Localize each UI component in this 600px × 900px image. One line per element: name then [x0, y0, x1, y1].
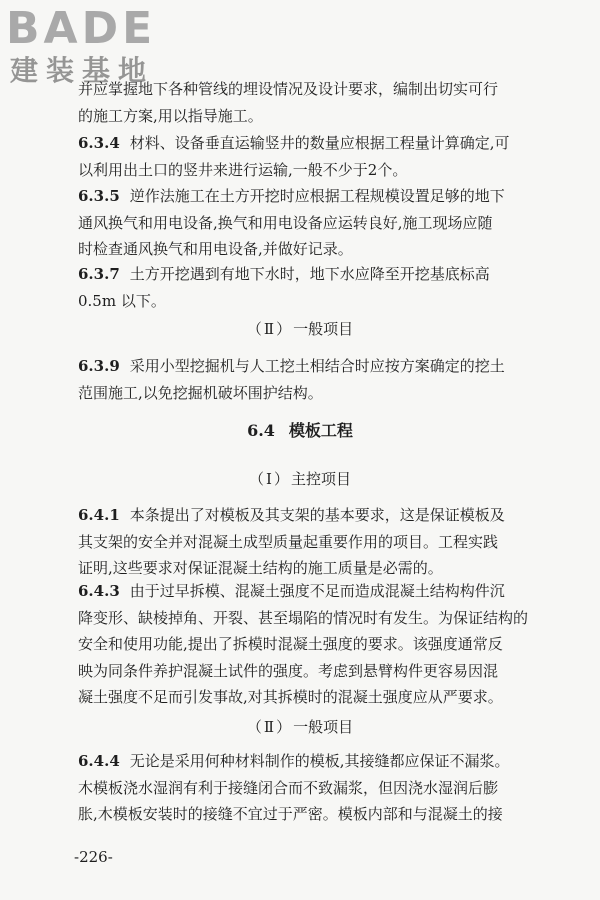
text-line: 无论是采用何种材料制作的模板,其接缝都应保证不漏浆。 [129, 752, 510, 770]
text-line: 安全和使用功能,提出了拆模时混凝土强度的要求。该强度通常反 [78, 635, 503, 654]
page-number: -226- [74, 848, 113, 866]
clause-6-4-3 [78, 578, 548, 711]
clause-6-4-1 [78, 502, 548, 582]
subheading-general-items-2 [0, 714, 600, 740]
clause-number: 6.3.5 [78, 187, 120, 205]
paragraph-continuation [78, 76, 548, 129]
clause-number: 6.3.4 [78, 134, 120, 152]
clause-number: 6.4.1 [78, 506, 120, 524]
clause-6-3-9 [78, 353, 548, 406]
clause-6-3-5 [78, 183, 548, 263]
text-line: 的施工方案,用以指导施工。 [78, 106, 263, 125]
clause-number: 6.4.3 [78, 582, 120, 600]
subheading-roman: （Ⅱ） [246, 718, 294, 736]
clause-6-3-4 [78, 130, 548, 183]
text-line: 本条提出了对模板及其支架的基本要求，这是保证模板及 [129, 506, 505, 524]
text-line: 土方开挖遇到有地下水时，地下水应降至开挖基底标高 [129, 265, 490, 283]
subheading-roman: （Ⅱ） [246, 320, 294, 338]
text-line: 并应掌握地下各种管线的埋设情况及设计要求，编制出切实可行 [78, 80, 499, 98]
text-line: 以利用出土口的竖井来进行运输,一般不少于2个。 [78, 160, 408, 179]
text-line: 0.5m 以下。 [78, 291, 166, 310]
text-line: 映为同条件养护混凝土试件的强度。考虑到悬臂构件更容易因混 [78, 661, 499, 680]
text-line: 胀,木模板安装时的接缝不宜过于严密。模板内部和与混凝土的接 [78, 805, 503, 824]
text-line: 范围施工,以免挖掘机破坏围护结构。 [78, 383, 323, 402]
text-line: 证明,这些要求对保证混凝土结构的施工质量是必需的。 [78, 559, 443, 578]
text-line: 其支架的安全并对混凝土成型质量起重要作用的项目。工程实践 [78, 532, 499, 551]
text-line: 材料、设备垂直运输竖井的数量应根据工程量计算确定,可 [129, 134, 510, 152]
subheading-roman: （Ⅰ） [249, 470, 291, 488]
clause-6-4-4 [78, 748, 548, 828]
text-line: 凝土强度不足而引发事故,对其拆模时的混凝土强度应从严要求。 [78, 688, 503, 707]
watermark-brand: BADE [6, 3, 157, 54]
section-number: 6.4 [247, 421, 275, 440]
clause-number: 6.3.7 [78, 265, 120, 283]
watermark-subtitle: 建装基地 [10, 54, 155, 87]
subheading-main-control [0, 466, 600, 492]
clause-6-3-7 [78, 261, 548, 314]
subheading-label: 一般项目 [293, 718, 354, 736]
subheading-label: 主控项目 [290, 470, 351, 488]
text-line: 通风换气和用电设备,换气和用电设备应运转良好,施工现场应随 [78, 213, 493, 232]
clause-number: 6.3.9 [78, 357, 120, 375]
text-line: 时检查通风换气和用电设备,并做好记录。 [78, 240, 353, 259]
text-line: 逆作法施工在土方开挖时应根据工程规模设置足够的地下 [129, 187, 505, 205]
subheading-general-items [0, 316, 600, 342]
section-title: 模板工程 [288, 421, 353, 440]
section-heading [0, 418, 600, 444]
text-line: 由于过早拆模、混凝土强度不足而造成混凝土结构构件沉 [129, 582, 505, 600]
text-line: 降变形、缺棱掉角、开裂、甚至塌陷的情况时有发生。为保证结构的 [78, 608, 529, 627]
text-line: 木模板浇水湿润有利于接缝闭合而不致漏浆，但因浇水湿润后膨 [78, 778, 499, 797]
subheading-label: 一般项目 [293, 320, 354, 338]
text-line: 采用小型挖掘机与人工挖土相结合时应按方案确定的挖土 [129, 357, 505, 375]
clause-number: 6.4.4 [78, 752, 120, 770]
